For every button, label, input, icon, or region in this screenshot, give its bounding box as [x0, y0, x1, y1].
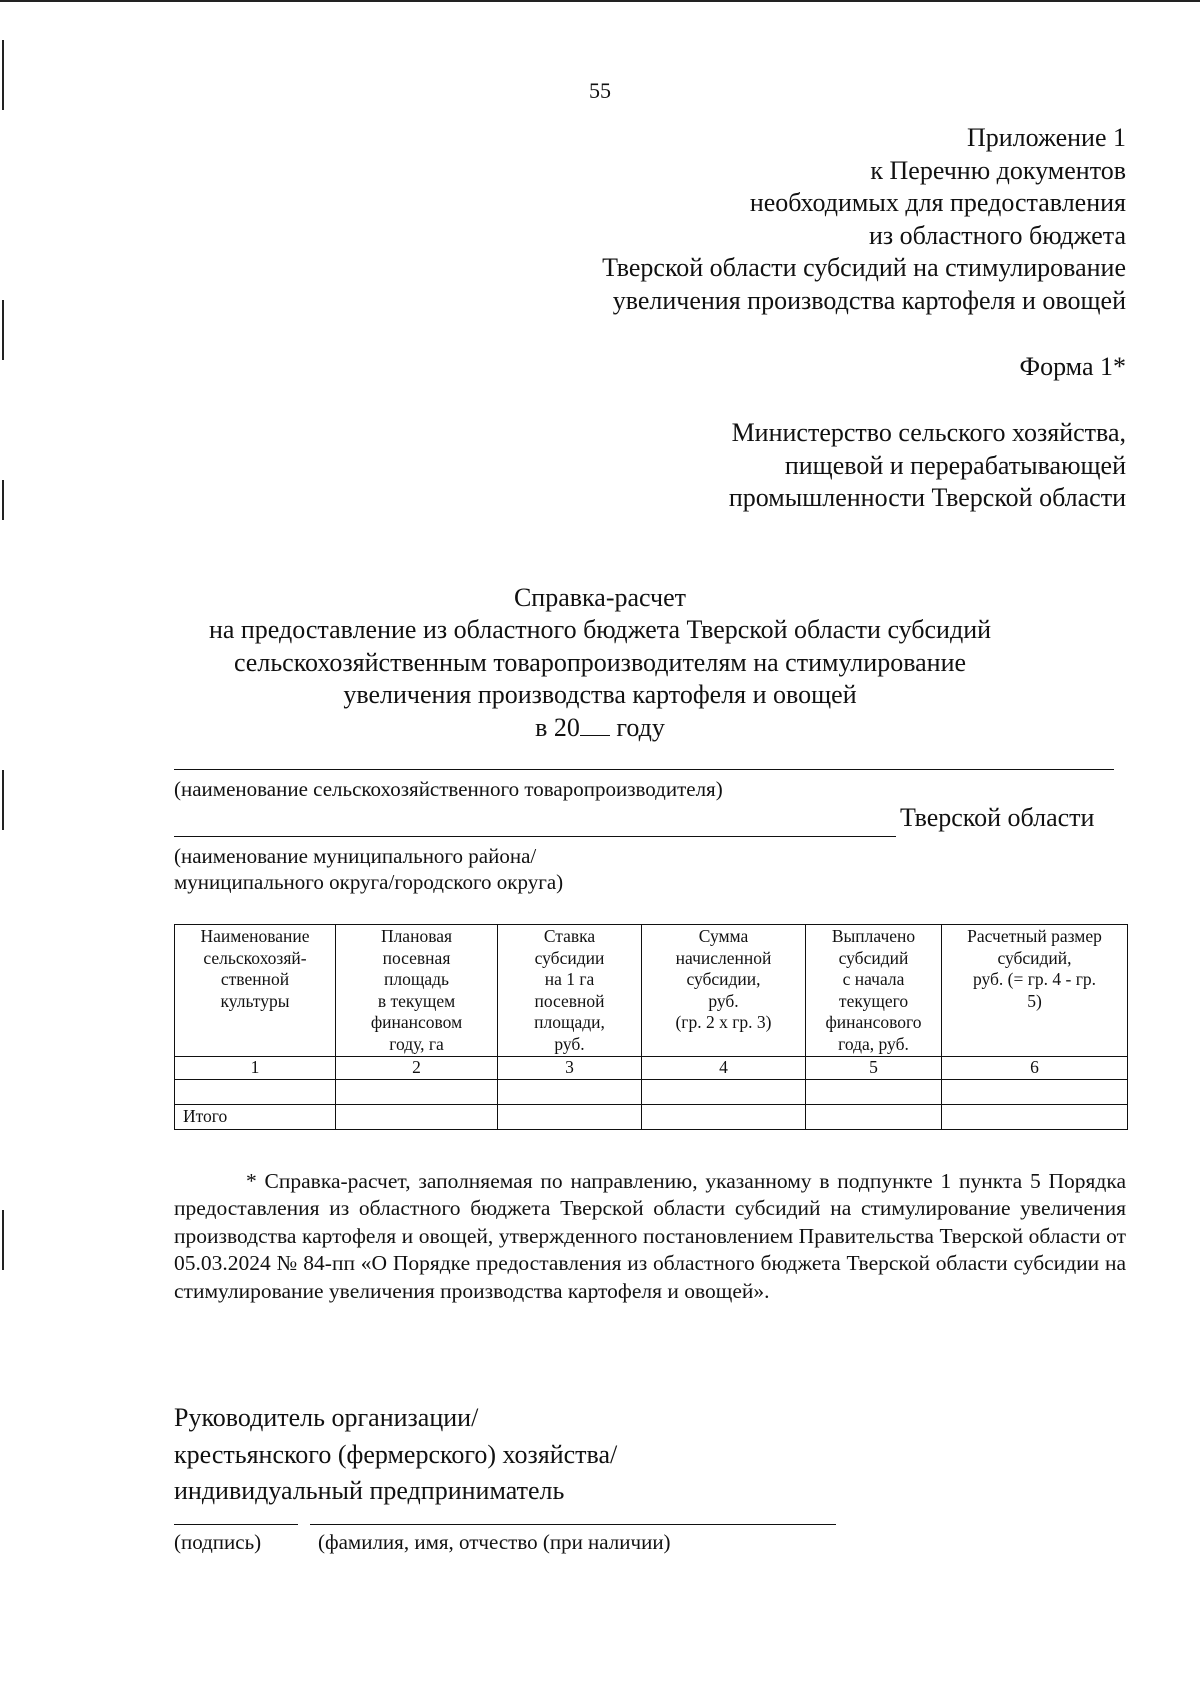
year-blank-field[interactable]: [580, 713, 610, 736]
total-row: [175, 1104, 1128, 1129]
scan-edge-mark: [2, 770, 4, 830]
table-cell[interactable]: [806, 1079, 942, 1104]
table-cell[interactable]: [336, 1079, 498, 1104]
signer-line: индивидуальный предприниматель: [174, 1476, 565, 1505]
region-suffix: Тверской области: [900, 803, 1095, 832]
calculation-table: [174, 924, 1128, 1130]
ministry-line: Министерство сельского хозяйства,: [731, 418, 1126, 447]
scan-edge-mark: [2, 300, 4, 360]
document-title: [150, 582, 1050, 744]
district-caption-line: муниципального округа/городского округа): [174, 870, 564, 894]
producer-caption: (наименование сельскохозяйственного товаропроизводителя): [174, 777, 723, 801]
signature-field[interactable]: [174, 1524, 298, 1525]
ministry-line: пищевой и перерабатывающей: [784, 450, 1126, 480]
table-cell[interactable]: [806, 1104, 942, 1129]
header-calculated-subsidy: Расчетный размер субсидий, руб. (= гр. 4 - гр. 5): [942, 925, 1128, 1057]
table-cell[interactable]: [498, 1079, 642, 1104]
scan-edge-mark: [2, 1210, 4, 1270]
signer-line: Руководитель организации/: [174, 1403, 479, 1432]
table-cell[interactable]: [942, 1079, 1128, 1104]
header-paid-subsidies: Выплачено субсидий с начала текущего финансового года, руб.: [806, 925, 942, 1057]
table-cell[interactable]: [942, 1104, 1128, 1129]
column-number: 5: [806, 1057, 942, 1080]
column-number: 6: [942, 1057, 1128, 1080]
table-row: [175, 1079, 1128, 1104]
ministry-addressee: [606, 417, 1126, 515]
header-accrued-sum: Сумма начисленной субсидии, руб. (гр. 2 х гр. 3): [642, 925, 806, 1057]
header-subsidy-rate: Ставка субсидии на 1 га посевной площади, руб.: [498, 925, 642, 1057]
table-cell[interactable]: [642, 1104, 806, 1129]
title-line: сельскохозяйственным товаропроизводителям на стимулирование: [233, 647, 967, 677]
appendix-line: к Перечню документов: [870, 155, 1126, 185]
page-number: 55: [589, 78, 611, 103]
appendix-line: необходимых для предоставления: [749, 188, 1126, 218]
year-suffix: году: [616, 712, 665, 742]
name-caption: (фамилия, имя, отчество (при наличии): [318, 1530, 671, 1554]
column-number: 2: [336, 1057, 498, 1080]
form-label: Форма 1*: [1019, 352, 1126, 381]
column-number: 4: [642, 1057, 806, 1080]
total-label: Итого: [175, 1104, 336, 1129]
year-prefix: в 20: [535, 712, 580, 742]
column-number: 1: [175, 1057, 336, 1080]
district-caption: [174, 843, 563, 895]
scan-edge-mark: [2, 480, 4, 520]
signer-block: [174, 1400, 617, 1510]
appendix-header: [486, 122, 1126, 318]
column-number: 3: [498, 1057, 642, 1080]
header-planned-area: Плановая посевная площадь в текущем финансовом году, га: [336, 925, 498, 1057]
appendix-line: Тверской области субсидий на стимулирование: [602, 253, 1126, 283]
table-cell[interactable]: [175, 1079, 336, 1104]
title-line: на предоставление из областного бюджета Тверской области субсидий: [208, 615, 992, 645]
header-crop-name: Наименование сельскохозяй- ственной культуры: [175, 925, 336, 1057]
table-header-row: [175, 925, 1128, 1057]
table-cell[interactable]: [498, 1104, 642, 1129]
title-line: Справка-расчет: [513, 583, 687, 612]
full-name-field[interactable]: [310, 1524, 836, 1525]
footnote-text: * Справка-расчет, заполняемая по направлению, указанному в подпункте 1 пункта 5 Порядка предоставления из областного бюджета Тверской области субсидий на стимулирование увеличения производства картофеля и овощей, утвержденного постановлением Правительства Тверской области от 05.03.2024 № 84-пп «О Порядке предоставления из областного бюджета Тверской области субсидии на стимулирование увеличения производства картофеля и овощей».: [174, 1169, 1126, 1303]
footnote: [174, 1168, 1126, 1305]
signature-caption: (подпись): [174, 1530, 262, 1554]
ministry-line: промышленности Тверской области: [728, 483, 1126, 513]
scan-edge-mark: [0, 0, 1200, 2]
district-name-field[interactable]: [174, 810, 896, 837]
column-number-row: [175, 1057, 1128, 1080]
title-year-line: [150, 712, 1050, 744]
appendix-line: увеличения производства картофеля и овощей: [612, 285, 1126, 315]
title-line: увеличения производства картофеля и овощей: [343, 680, 857, 710]
appendix-line: из областного бюджета: [868, 220, 1126, 250]
table-cell[interactable]: [642, 1079, 806, 1104]
district-caption-line: (наименование муниципального района/: [174, 844, 537, 868]
producer-name-field[interactable]: [174, 743, 1114, 770]
table-cell[interactable]: [336, 1104, 498, 1129]
signer-line: крестьянского (фермерского) хозяйства/: [174, 1439, 618, 1469]
appendix-line: Приложение 1: [966, 123, 1126, 152]
